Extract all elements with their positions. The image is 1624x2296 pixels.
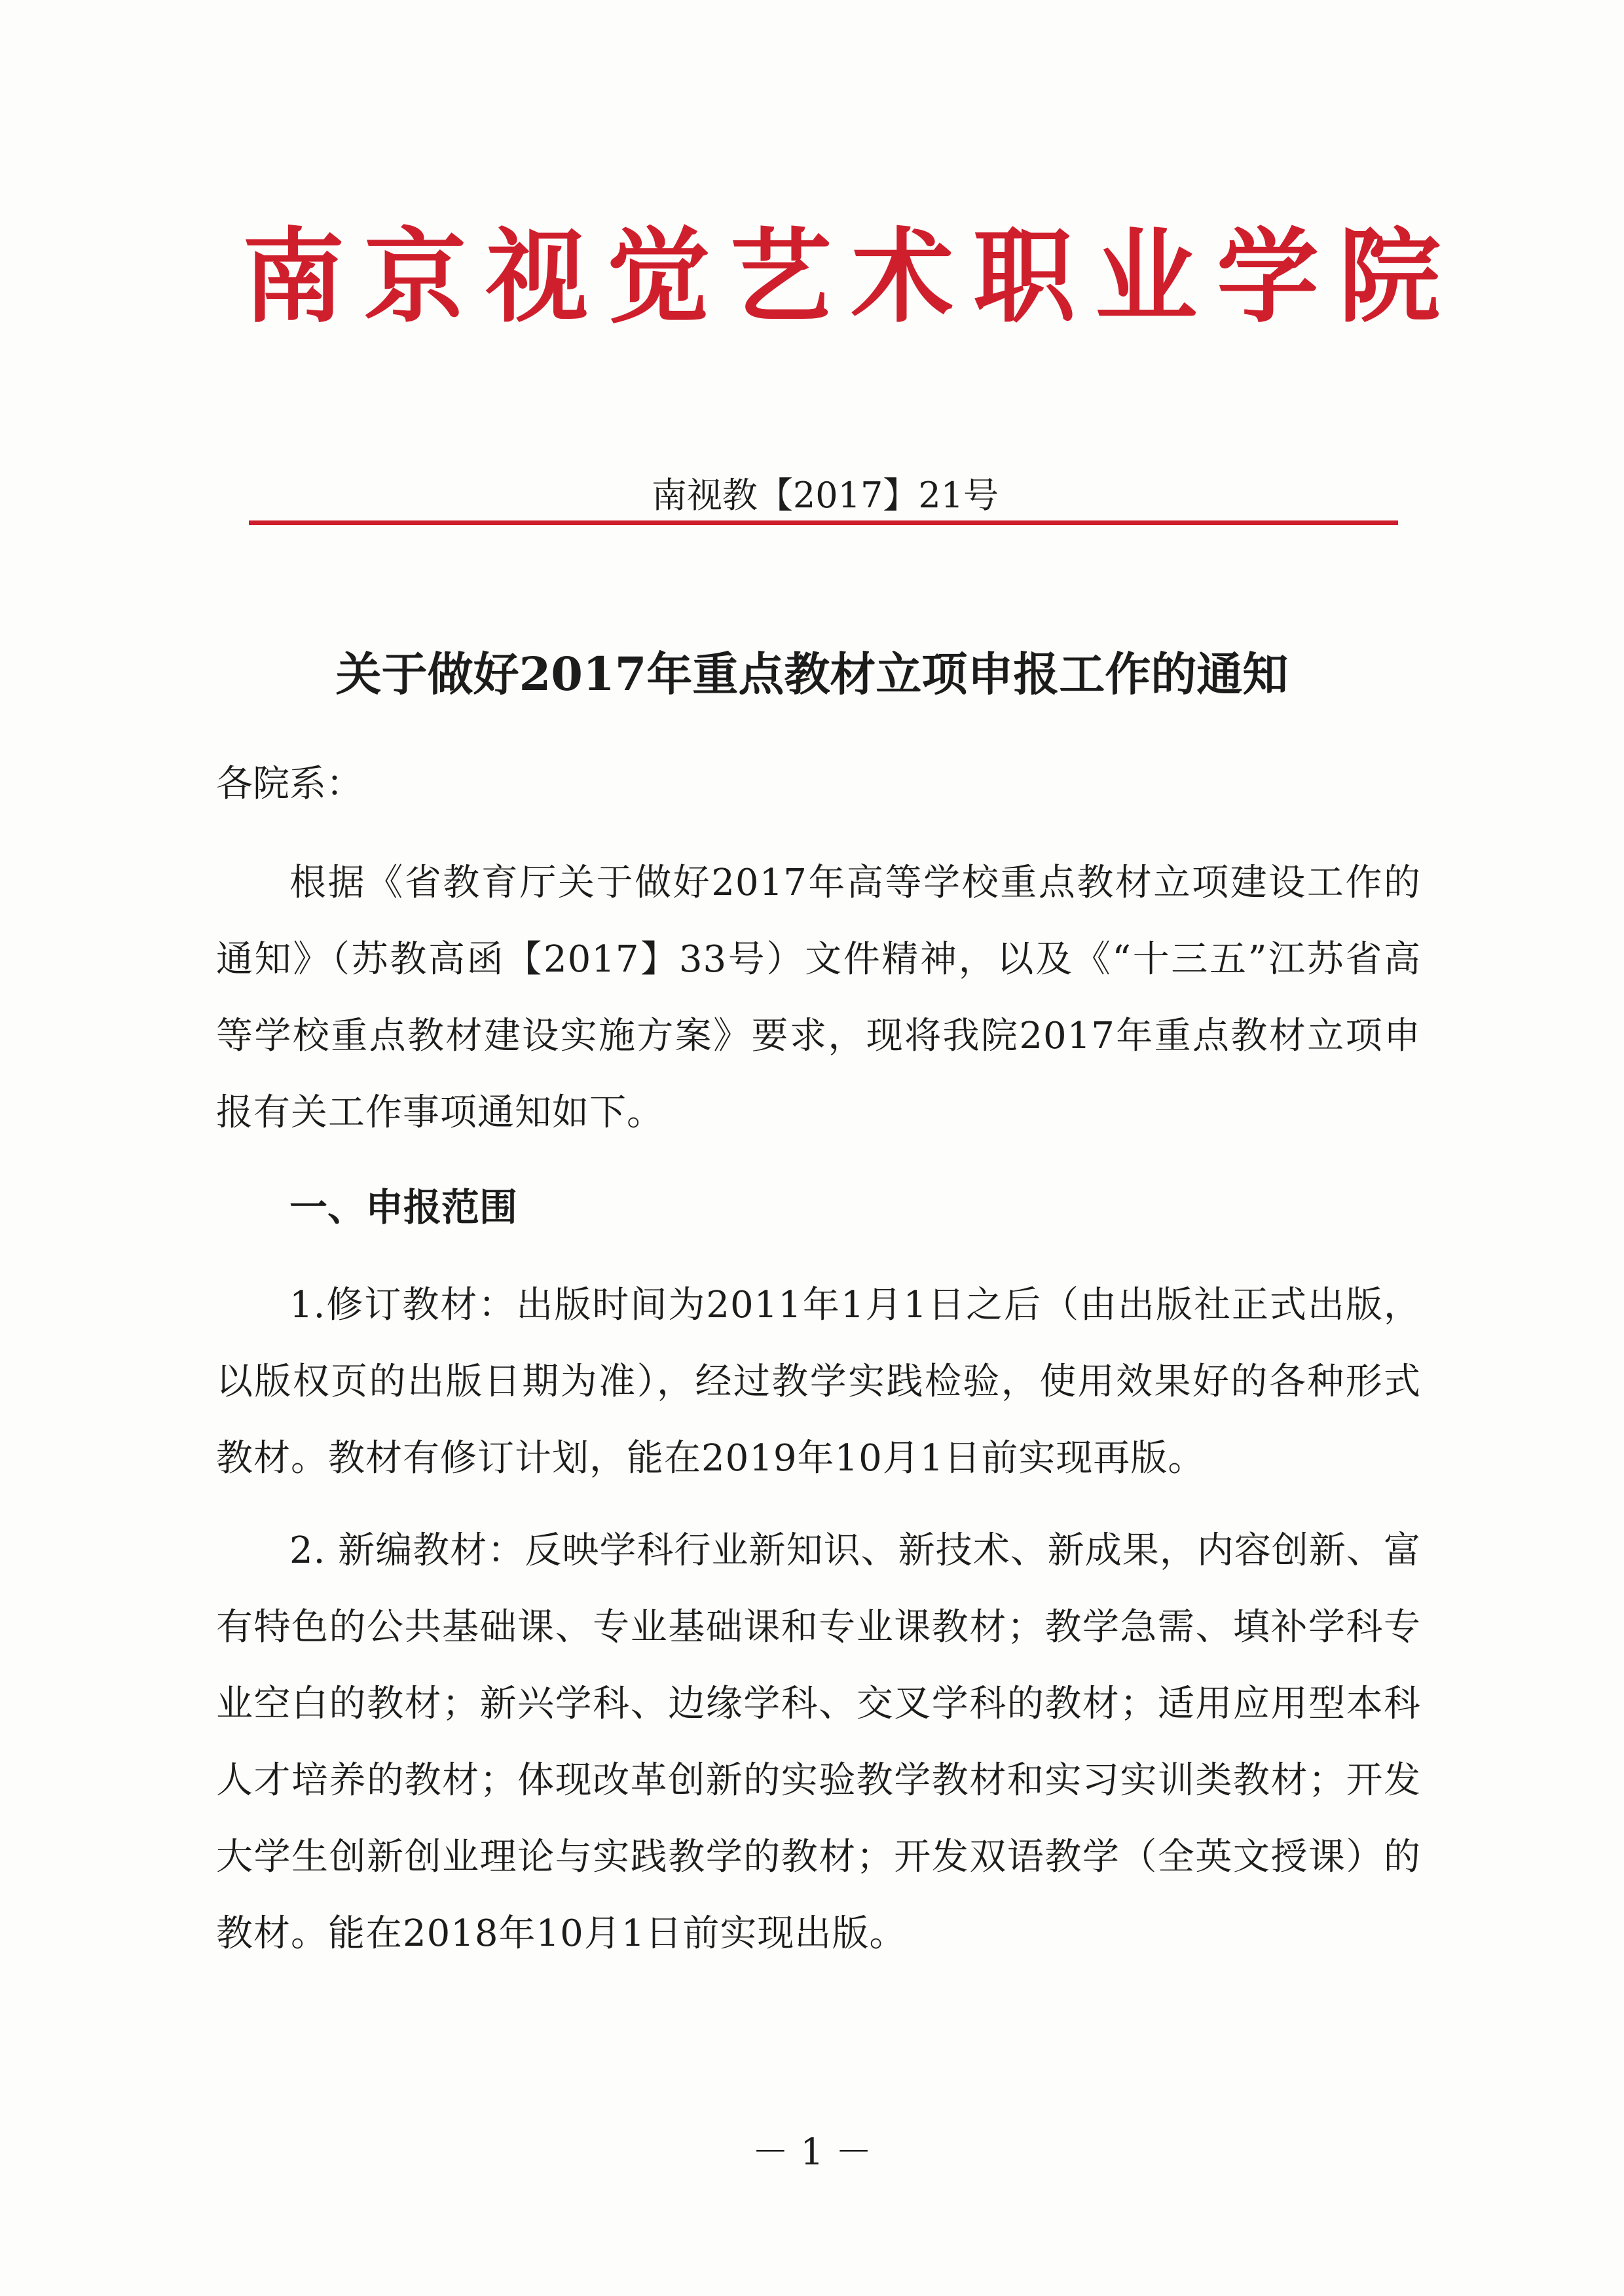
item-revised-textbooks: 1.修订教材：出版时间为2011年1月1日之后（由出版社正式出版，以版权页的出版日期为准），经过教学实践检验，使用效果好的各种形式教材。教材有修订计划，能在2019年10月1日前实现再版。: [216, 1284, 1421, 1480]
red-divider-line: [249, 520, 1398, 525]
section-heading-scope: 一、申报范围: [289, 1185, 518, 1230]
institution-header: 南京视觉艺术职业学院: [242, 217, 1460, 337]
item-new-textbooks: 2. 新编教材：反映学科行业新知识、新技术、新成果，内容创新、富有特色的公共基础课、专业基础课和专业课教材；教学急需、填补学科专业空白的教材；新兴学科、边缘学科、交叉学科的教材；适用应用型本科人才培养的教材；体现改革创新的实验教学教材和实习实训类教材；开发大学生创新创业理论与实践教学的教材；开发双语教学（全英文授课）的教材。能在2018年10月1日前实现出版。: [216, 1529, 1421, 1955]
intro-paragraph: 根据《省教育厅关于做好2017年高等学校重点教材立项建设工作的通知》（苏教高函【2017】33号）文件精神，以及《“十三五”江苏省高等学校重点教材建设实施方案》要求，现将我院2017年重点教材立项申报有关工作事项通知如下。: [216, 862, 1421, 1134]
page-number: － 1 －: [752, 2131, 872, 2174]
salutation: 各院系：: [216, 763, 363, 805]
document-number: 南视教【2017】21号: [651, 475, 999, 516]
notice-title: 关于做好2017年重点教材立项申报工作的通知: [335, 647, 1289, 701]
